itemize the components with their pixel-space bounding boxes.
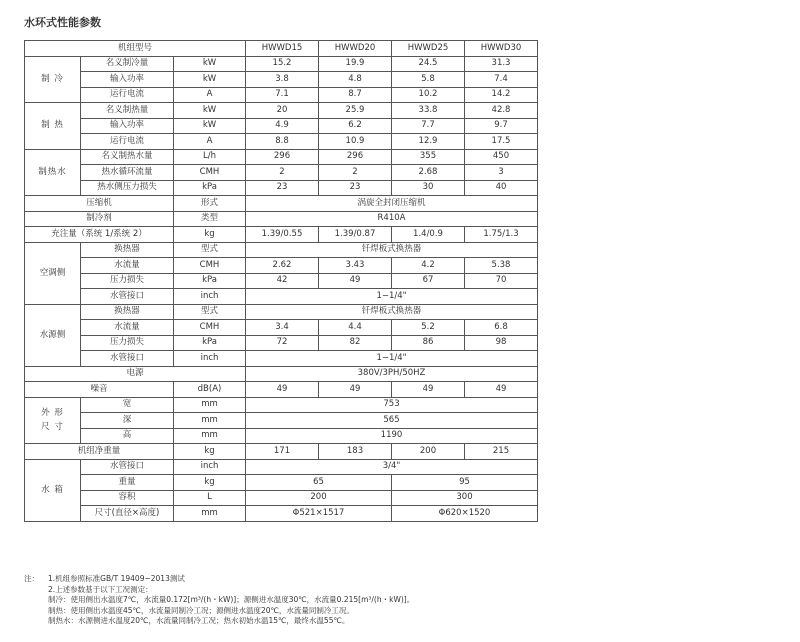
value-cell: 25.9 [319,103,392,119]
table-row [25,87,538,103]
value-cell: 753 [246,397,538,413]
value-cell: 42 [246,273,319,289]
param-unit: inch [174,289,246,305]
value-cell: 4.9 [246,118,319,134]
table-row [25,366,538,382]
param-unit: kg [174,444,246,460]
value-cell: 4.4 [319,320,392,336]
value-cell: 8.7 [319,87,392,103]
value-cell: 1190 [246,428,538,444]
param-unit: kg [174,227,246,243]
value-cell: 49 [392,382,465,398]
table-row [25,351,538,367]
value-cell: 15.2 [246,56,319,72]
value-cell: 2.68 [392,165,465,181]
param-unit: 类型 [174,211,246,227]
table-row [25,258,538,274]
value-cell: 6.2 [319,118,392,134]
model-name: HWWD20 [319,41,392,57]
group-water-tank: 水 箱 [25,459,81,521]
value-cell: 4.8 [319,72,392,88]
value-cell: 14.2 [465,87,538,103]
param-unit: kg [174,475,246,491]
value-cell: 3.8 [246,72,319,88]
value-cell: 1.39/0.87 [319,227,392,243]
table-row [25,490,538,506]
table-row [25,180,538,196]
table-row [25,242,538,258]
table-row [25,475,538,491]
param-name: 水管接口 [81,351,174,367]
param-name: 输入功率 [81,72,174,88]
table-row [25,444,538,460]
param-unit: CMH [174,320,246,336]
value-cell: 296 [246,149,319,165]
value-cell: 65 [246,475,392,491]
value-cell: 450 [465,149,538,165]
param-name: 尺寸(直径×高度) [81,506,174,522]
value-cell: 4.2 [392,258,465,274]
param-name: 换热器 [81,304,174,320]
table-row [25,103,538,119]
value-cell: 20 [246,103,319,119]
value-cell: Φ521×1517 [246,506,392,522]
model-name: HWWD25 [392,41,465,57]
value-cell: 300 [392,490,538,506]
table-row [25,273,538,289]
param-name: 运行电流 [81,134,174,150]
param-name: 水管接口 [81,289,174,305]
param-unit: inch [174,351,246,367]
value-cell: 171 [246,444,319,460]
param-name: 热水循环流量 [81,165,174,181]
value-cell: 2 [246,165,319,181]
param-unit: kW [174,118,246,134]
table-row [25,506,538,522]
value-cell: 98 [465,335,538,351]
value-cell: 33.8 [392,103,465,119]
value-cell: 72 [246,335,319,351]
value-cell: 1−1/4" [246,289,538,305]
value-cell: 5.38 [465,258,538,274]
param-unit: CMH [174,165,246,181]
value-cell: 2.62 [246,258,319,274]
value-cell: 49 [319,382,392,398]
value-cell: 565 [246,413,538,429]
param-unit: A [174,134,246,150]
param-unit: inch [174,459,246,475]
param-unit: kPa [174,335,246,351]
value-cell: 1.4/0.9 [392,227,465,243]
model-name: HWWD30 [465,41,538,57]
table-row [25,397,538,413]
value-cell: 49 [319,273,392,289]
value-cell: 涡旋全封闭压缩机 [246,196,538,212]
param-unit: CMH [174,258,246,274]
value-cell: 1.39/0.55 [246,227,319,243]
value-cell: 70 [465,273,538,289]
table-row [25,72,538,88]
param-name: 电源 [25,366,246,382]
value-cell: 30 [392,180,465,196]
param-unit: kW [174,103,246,119]
param-name: 水流量 [81,320,174,336]
group-dimensions: 外 形 尺 寸 [25,397,81,444]
table-row [25,335,538,351]
value-cell: 23 [246,180,319,196]
param-name: 热水侧压力损失 [81,180,174,196]
param-name: 宽 [81,397,174,413]
param-unit: mm [174,506,246,522]
value-cell: 7.4 [465,72,538,88]
value-cell: 12.9 [392,134,465,150]
value-cell: 355 [392,149,465,165]
table-row [25,165,538,181]
value-cell: 10.2 [392,87,465,103]
value-cell: 296 [319,149,392,165]
param-name: 水管接口 [81,459,174,475]
table-row [25,304,538,320]
param-unit: mm [174,413,246,429]
value-cell: 19.9 [319,56,392,72]
value-cell: 86 [392,335,465,351]
group-ac-side: 空调侧 [25,242,81,304]
param-unit: A [174,87,246,103]
value-cell: 6.8 [465,320,538,336]
table-row [25,196,538,212]
group-heating: 制 热 [25,103,81,150]
value-cell: 5.2 [392,320,465,336]
value-cell: 200 [246,490,392,506]
value-cell: 200 [392,444,465,460]
table-row [25,428,538,444]
value-cell: 钎焊板式换热器 [246,242,538,258]
value-cell: 2 [319,165,392,181]
value-cell: 67 [392,273,465,289]
param-name: 压缩机 [25,196,174,212]
performance-table [24,40,538,522]
value-cell: 10.9 [319,134,392,150]
table-row [25,289,538,305]
param-name: 深 [81,413,174,429]
group-cooling: 制 冷 [25,56,81,103]
table-row [25,459,538,475]
value-cell: 49 [465,382,538,398]
param-name: 压力损失 [81,273,174,289]
value-cell: 8.8 [246,134,319,150]
param-name: 名义制冷量 [81,56,174,72]
notes-label: 注： [24,574,39,583]
param-unit: mm [174,428,246,444]
value-cell: 49 [246,382,319,398]
param-name: 重量 [81,475,174,491]
value-cell: 7.1 [246,87,319,103]
note-line: 2.上述参数基于以下工况测定： [48,584,153,594]
table-row [25,227,538,243]
param-unit: 型式 [174,242,246,258]
group-hot-water: 制热水 [25,149,81,196]
note-line: 1.机组参照标准GB/T 19409−2013测试 [48,574,185,583]
value-cell: 42.8 [465,103,538,119]
value-cell: Φ620×1520 [392,506,538,522]
param-name: 高 [81,428,174,444]
param-unit: kW [174,56,246,72]
value-cell: 钎焊板式换热器 [246,304,538,320]
param-name: 水流量 [81,258,174,274]
value-cell: 31.3 [465,56,538,72]
table-row [25,413,538,429]
table-row [25,211,538,227]
param-name: 名义制热水量 [81,149,174,165]
value-cell: 183 [319,444,392,460]
note-line: 制热水：水源侧进水温度20℃，水流量同制冷工况；热水初始水温15℃，最终水温55℃。 [48,616,350,626]
note-line: 制热：使用侧出水温度45℃，水流量同制冷工况；源侧进水温度20℃，水流量同制冷工况。 [48,605,354,615]
param-name: 机组净重量 [25,444,174,460]
param-unit: kPa [174,180,246,196]
table-header-row [25,41,538,57]
param-unit: kW [174,72,246,88]
value-cell: 24.5 [392,56,465,72]
value-cell: 17.5 [465,134,538,150]
param-name: 名义制热量 [81,103,174,119]
param-unit: dB(A) [174,382,246,398]
value-cell: 3/4" [246,459,538,475]
param-name: 换热器 [81,242,174,258]
param-unit: mm [174,397,246,413]
table-row [25,134,538,150]
value-cell: 3.4 [246,320,319,336]
page-title: 水环式性能参数 [24,16,101,29]
param-name: 输入功率 [81,118,174,134]
param-name: 压力损失 [81,335,174,351]
value-cell: 82 [319,335,392,351]
table-row [25,149,538,165]
value-cell: 3.43 [319,258,392,274]
param-name: 运行电流 [81,87,174,103]
value-cell: 215 [465,444,538,460]
param-name: 制冷剂 [25,211,174,227]
param-name: 充注量（系统 1/系统 2） [25,227,174,243]
param-name: 噪音 [25,382,174,398]
group-source-side: 水源侧 [25,304,81,366]
value-cell: 95 [392,475,538,491]
value-cell: 7.7 [392,118,465,134]
param-unit: kPa [174,273,246,289]
model-name: HWWD15 [246,41,319,57]
value-cell: 23 [319,180,392,196]
note-line: 制冷：使用侧出水温度7℃，水流量0.172[m³/(h・kW)]；源侧进水温度30℃，水流量0.215[m³/(h・kW)]。 [48,595,415,605]
value-cell: 5.8 [392,72,465,88]
value-cell: 40 [465,180,538,196]
param-unit: 型式 [174,304,246,320]
table-row [25,320,538,336]
param-unit: L [174,490,246,506]
param-unit: 形式 [174,196,246,212]
value-cell: 380V/3PH/50HZ [246,366,538,382]
value-cell: 1.75/1.3 [465,227,538,243]
param-name: 容积 [81,490,174,506]
param-unit: L/h [174,149,246,165]
value-cell: 9.7 [465,118,538,134]
value-cell: 1−1/4" [246,351,538,367]
model-label: 机组型号 [25,41,246,57]
value-cell: 3 [465,165,538,181]
table-row [25,382,538,398]
table-row [25,56,538,72]
table-row [25,118,538,134]
value-cell: R410A [246,211,538,227]
footnotes [24,574,414,627]
